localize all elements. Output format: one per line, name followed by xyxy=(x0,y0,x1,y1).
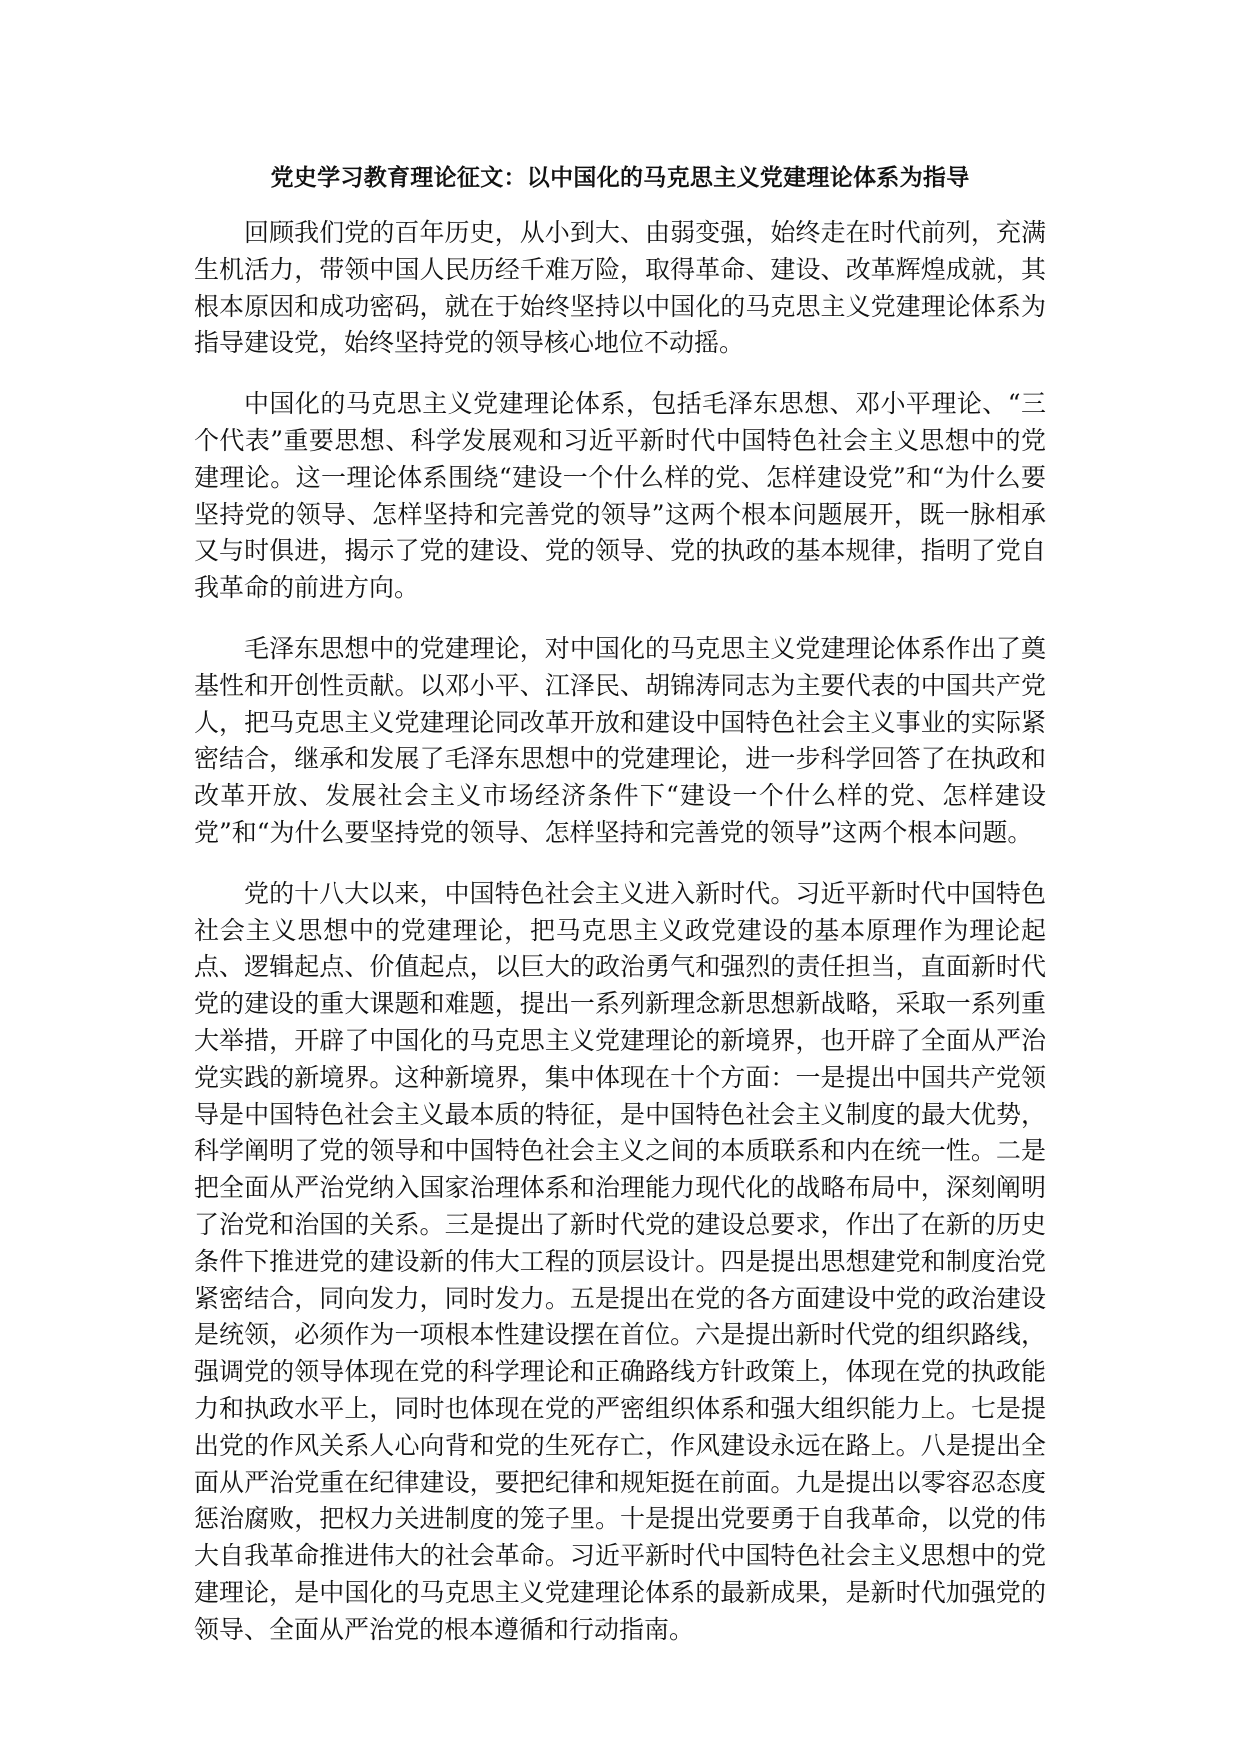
paragraph-2: 中国化的马克思主义党建理论体系，包括毛泽东思想、邓小平理论、“三个代表”重要思想、科学发展观和习近平新时代中国特色社会主义思想中的党建理论。这一理论体系围绕“建设一个什么样的党、怎样建设党”和“为什么要坚持党的领导、怎样坚持和完善党的领导”这两个根本问题展开，既一脉相承又与时俱进，揭示了党的建设、党的领导、党的执政的基本规律，指明了党自我革命的前进方向。 xyxy=(194,389,1046,603)
paragraph-1: 回顾我们党的百年历史，从小到大、由弱变强，始终走在时代前列，充满生机活力，带领中国人民历经千难万险，取得革命、建设、改革辉煌成就，其根本原因和成功密码，就在于始终坚持以中国化的马克思主义党建理论体系为指导建设党，始终坚持党的领导核心地位不动摇。 xyxy=(194,218,1046,358)
document-title: 党史学习教育理论征文：以中国化的马克思主义党建理论体系为指导 xyxy=(270,164,970,191)
paragraph-4: 党的十八大以来，中国特色社会主义进入新时代。习近平新时代中国特色社会主义思想中的党建理论，把马克思主义政党建设的基本原理作为理论起点、逻辑起点、价值起点，以巨大的政治勇气和强烈的责任担当，直面新时代党的建设的重大课题和难题，提出一系列新理念新思想新战略，采取一系列重大举措，开辟了中国化的马克思主义党建理论的新境界，也开辟了全面从严治党实践的新境界。这种新境界，集中体现在十个方面：一是提出中国共产党领导是中国特色社会主义最本质的特征，是中国特色社会主义制度的最大优势，科学阐明了党的领导和中国特色社会主义之间的本质联系和内在统一性。二是把全面从严治党纳入国家治理体系和治理能力现代化的战略布局中，深刻阐明了治党和治国的关系。三是提出了新时代党的建设总要求，作出了在新的历史条件下推进党的建设新的伟大工程的顶层设计。四是提出思想建党和制度治党紧密结合，同向发力，同时发力。五是提出在党的各方面建设中党的政治建设是统领，必须作为一项根本性建设摆在首位。六是提出新时代党的组织路线，强调党的领导体现在党的科学理论和正确路线方针政策上，体现在党的执政能力和执政水平上，同时也体现在党的严密组织体系和强大组织能力上。七是提出党的作风关系人心向背和党的生死存亡，作风建设永远在路上。八是提出全面从严治党重在纪律建设，要把纪律和规矩挺在前面。九是提出以零容忍态度惩治腐败，把权力关进制度的笼子里。十是提出党要勇于自我革命，以党的伟大自我革命推进伟大的社会革命。习近平新时代中国特色社会主义思想中的党建理论，是中国化的马克思主义党建理论体系的最新成果，是新时代加强党的领导、全面从严治党的根本遵循和行动指南。 xyxy=(194,878,1046,1644)
document-page xyxy=(194,160,1046,1672)
paragraph-3: 毛泽东思想中的党建理论，对中国化的马克思主义党建理论体系作出了奠基性和开创性贡献。以邓小平、江泽民、胡锦涛同志为主要代表的中国共产党人，把马克思主义党建理论同改革开放和建设中国特色社会主义事业的实际紧密结合，继承和发展了毛泽东思想中的党建理论，进一步科学回答了在执政和改革开放、发展社会主义市场经济条件下“建设一个什么样的党、怎样建设党”和“为什么要坚持党的领导、怎样坚持和完善党的领导”这两个根本问题。 xyxy=(194,633,1046,847)
